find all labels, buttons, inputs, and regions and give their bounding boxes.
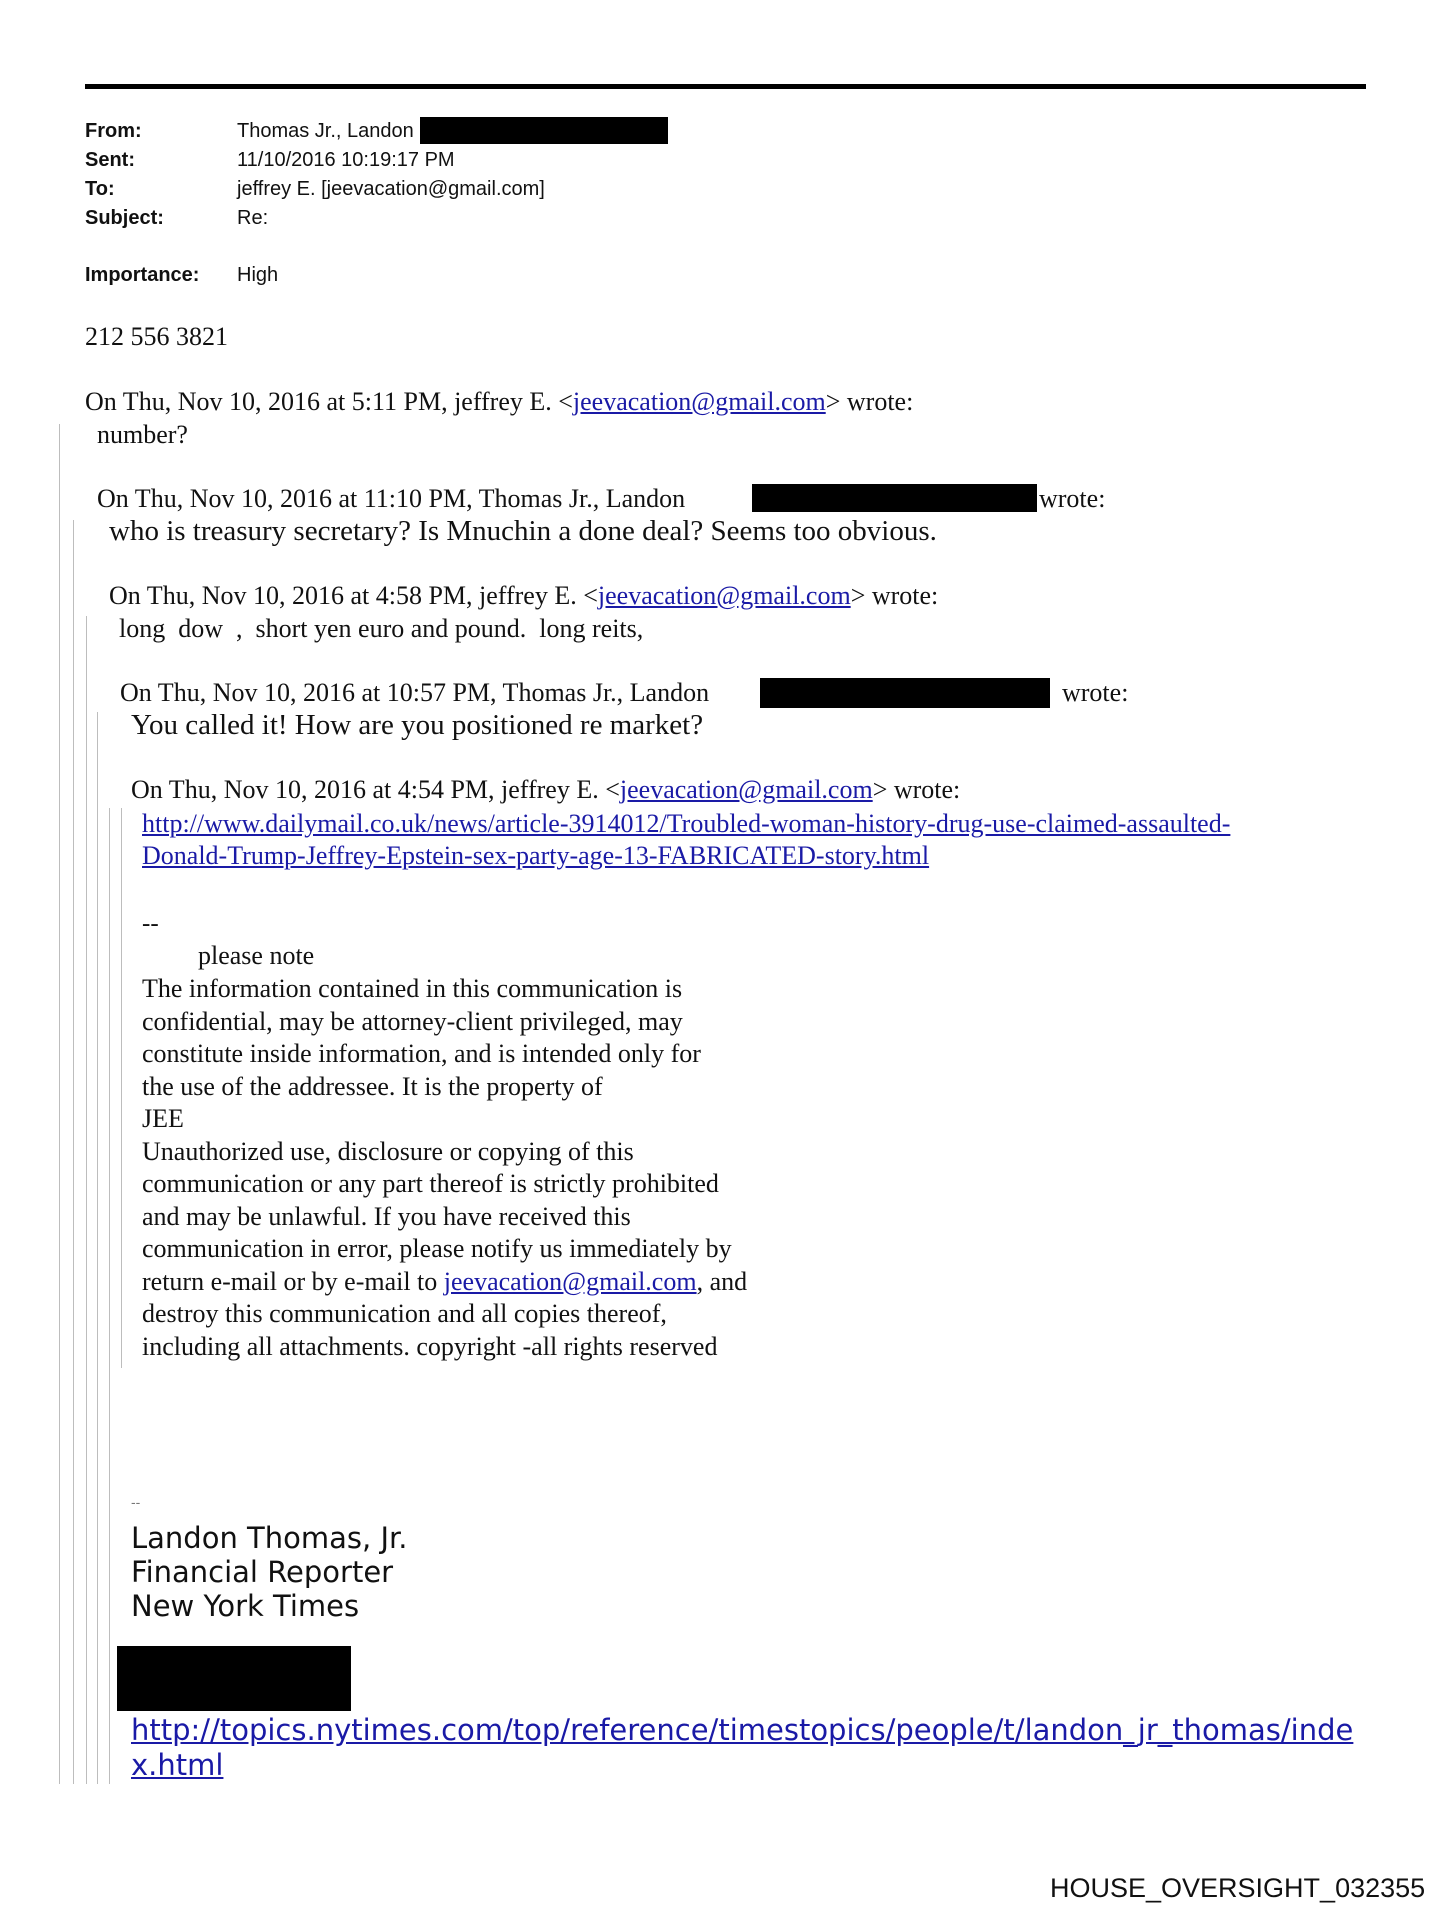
nytimes-link-line-2[interactable]: x.html [131, 1748, 224, 1782]
quote-4-wrote: wrote: [1062, 678, 1129, 707]
signature-title: Financial Reporter [131, 1555, 394, 1589]
signature-dashes: -- [131, 1494, 141, 1510]
disclaimer-line: JEE [142, 1104, 184, 1133]
importance-label: Importance: [85, 264, 200, 286]
quote-bar-3 [86, 616, 87, 1784]
redaction-q4 [760, 678, 1050, 708]
signature-name: Landon Thomas, Jr. [131, 1521, 408, 1555]
article-link-line-2[interactable]: Donald-Trump-Jeffrey-Epstein-sex-party-age-13-FABRICATED-story.html [142, 841, 930, 870]
disclaimer-line: constitute inside information, and is intended only for [142, 1039, 701, 1068]
subject-value: Re: [237, 207, 269, 229]
article-link-line-1[interactable]: http://www.dailymail.co.uk/news/article-3914012/Troubled-woman-history-drug-use-claimed-assaulted- [142, 809, 1231, 838]
quote-1-email-link[interactable]: jeevacation@gmail.com [572, 387, 826, 416]
disclaimer-dashes: -- [142, 910, 159, 937]
disclaimer-email-link[interactable]: jeevacation@gmail.com [443, 1266, 697, 1296]
sent-value: 11/10/2016 10:19:17 PM [237, 149, 455, 171]
sent-label: Sent: [85, 149, 135, 171]
disclaimer-line: and may be unlawful. If you have received this [142, 1201, 631, 1231]
quote-4-body: You called it! How are you positioned re market? [131, 709, 704, 741]
from-label: From: [85, 120, 142, 142]
disclaimer-line: the use of the addressee. It is the property of [142, 1071, 603, 1101]
quote-3-body: long dow , short yen euro and pound. long reits, [119, 614, 644, 643]
redaction-from [420, 117, 668, 144]
from-value: Thomas Jr., Landon [237, 120, 414, 142]
disclaimer-please-note: please note [198, 941, 315, 970]
disclaimer-line: confidential, may be attorney-client privileged, may [142, 1006, 683, 1036]
disclaimer-line: communication in error, please notify us immediately by [142, 1234, 732, 1263]
disclaimer-line: communication or any part thereof is strictly prohibited [142, 1169, 719, 1198]
quote-1-body: number? [97, 420, 188, 449]
disclaimer-line: destroy this communication and all copies thereof, [142, 1299, 667, 1328]
quote-bar-6 [121, 808, 122, 1368]
quote-5-attribution: On Thu, Nov 10, 2016 at 4:54 PM, jeffrey E. <jeevacation@gmail.com> wrote: [131, 775, 961, 804]
to-label: To: [85, 178, 115, 200]
redaction-signature [117, 1646, 351, 1711]
quote-1-attribution: On Thu, Nov 10, 2016 at 5:11 PM, jeffrey E. <jeevacation@gmail.com> wrote: [85, 387, 914, 416]
quote-2-wrote: wrote: [1039, 484, 1106, 513]
to-value: jeffrey E. [jeevacation@gmail.com] [237, 178, 545, 200]
signature-org: New York Times [131, 1589, 360, 1623]
importance-value: High [237, 264, 279, 286]
quote-5-email-link[interactable]: jeevacation@gmail.com [619, 775, 873, 804]
subject-label: Subject: [85, 207, 164, 229]
disclaimer-line: The information contained in this communication is [142, 974, 683, 1003]
redaction-q2 [752, 484, 1037, 512]
quote-bar-1 [59, 424, 60, 1784]
quote-bar-2 [73, 520, 74, 1784]
quote-2-attribution: On Thu, Nov 10, 2016 at 11:10 PM, Thomas Jr., Landon [97, 484, 686, 513]
bates-number: HOUSE_OVERSIGHT_032355 [1050, 1873, 1426, 1903]
quote-bar-5 [109, 808, 110, 1784]
disclaimer-line: including all attachments. copyright -all rights reserved [142, 1331, 718, 1361]
quote-bar-4 [97, 712, 98, 1784]
disclaimer-text [142, 973, 747, 1363]
header-rule [85, 84, 1366, 89]
quote-3-email-link[interactable]: jeevacation@gmail.com [597, 581, 851, 610]
reply-body: 212 556 3821 [85, 322, 228, 351]
nytimes-link-line-1[interactable]: http://topics.nytimes.com/top/reference/timestopics/people/t/landon_jr_thomas/inde [131, 1713, 1354, 1747]
quote-2-body: who is treasury secretary? Is Mnuchin a done deal? Seems too obvious. [109, 515, 937, 547]
disclaimer-line: Unauthorized use, disclosure or copying of this [142, 1136, 634, 1166]
disclaimer-line-email: return e-mail or by e-mail to jeevacation@gmail.com, and [142, 1266, 748, 1296]
quote-4-attribution: On Thu, Nov 10, 2016 at 10:57 PM, Thomas Jr., Landon [120, 678, 710, 707]
quote-3-attribution: On Thu, Nov 10, 2016 at 4:58 PM, jeffrey E. <jeevacation@gmail.com> wrote: [109, 581, 939, 610]
